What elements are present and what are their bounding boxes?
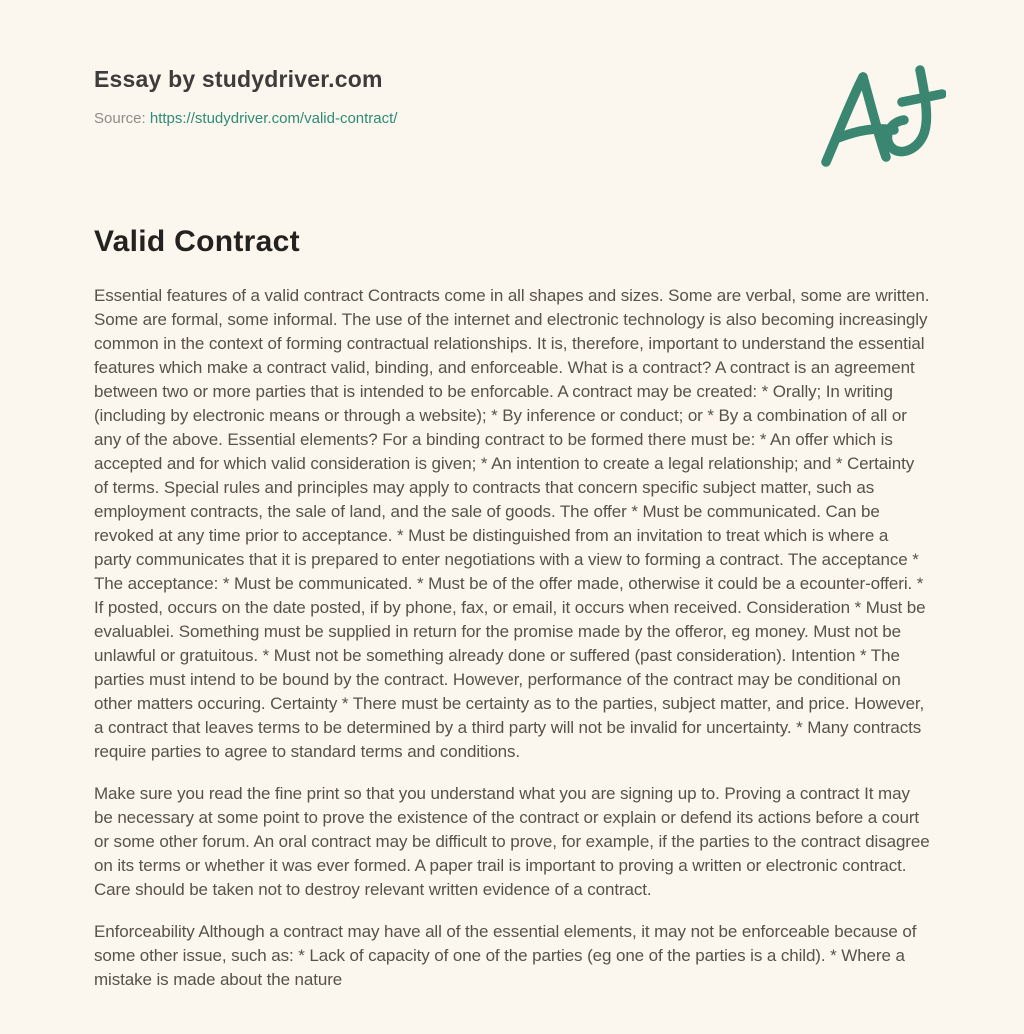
a-plus-logo [816,62,946,172]
article-body [94,284,930,992]
essay-header [94,66,930,127]
article-paragraph: Enforceability Although a contract may have all of the essential elements, it may not be enforceable because of some other issue, such as: * Lack of capacity of one of the parties (eg one of the parties is a child). * Where a mistake is made about the nature [94,922,917,989]
source-label: Source: [94,110,146,127]
article-paragraph: Make sure you read the fine print so that you understand what you are signing up to. Proving a contract It may be necessary at some point to prove the existence of the contract or explain or defend its actions before a court or some other forum. An oral contract may be difficult to prove, for example, if the parties to the contract disagree on its terms or whether it was ever formed. A paper trail is important to proving a written or electronic contract. Care should be taken not to destroy relevant written evidence of a contract. [94,784,930,899]
source-link[interactable]: https://studydriver.com/valid-contract/ [149,110,398,127]
page-title: Valid Contract [94,225,300,258]
essay-header-title: Essay by studydriver.com [94,66,383,92]
essay-page [94,0,930,992]
article-paragraph: Essential features of a valid contract Contracts come in all shapes and sizes. Some are verbal, some are written. Some are formal, some informal. The use of the internet and electronic technology is also becoming increasingly common in the context of forming contractual relationships. It is, therefore, important to understand the essential features which make a contract valid, binding, and enforceable. What is a contract? A contract is an agreement between two or more parties that is intended to be enforcable. A contract may be created: * Orally; In writing (including by electronic means or through a website); * By inference or conduct; or * By a combination of all or any of the above. Essential elements? For a binding contract to be formed there must be: * An offer which is accepted and for which valid consideration is given; * An intention to create a legal relationship; and * Certainty of terms. Special rules and principles may apply to contracts that concern specific subject matter, such as employment contracts, the sale of land, and the sale of goods. The offer * Must be communicated. Can be revoked at any time prior to acceptance. * Must be distinguished from an invitation to treat which is where a party communicates that it is prepared to enter negotiations with a view to forming a contract. The acceptance * The acceptance: * Must be communicated. * Must be of the offer made, otherwise it could be a ecounter-offeri. * If posted, occurs on the date posted, if by phone, fax, or email, it occurs when received. Consideration * Must be evaluablei. Something must be supplied in return for the promise made by the offeror, eg money. Must not be unlawful or gratuitous. * Must not be something already done or suffered (past consideration). Intention * The parties must intend to be bound by the contract. However, performance of the contract may be conditional on other matters occuring. Certainty * There must be certainty as to the parties, subject matter, and price. However, a contract that leaves terms to be determined by a third party will not be invalid for uncertainty. * Many contracts require parties to agree to standard terms and conditions. [94,286,930,761]
source-line [94,110,930,127]
